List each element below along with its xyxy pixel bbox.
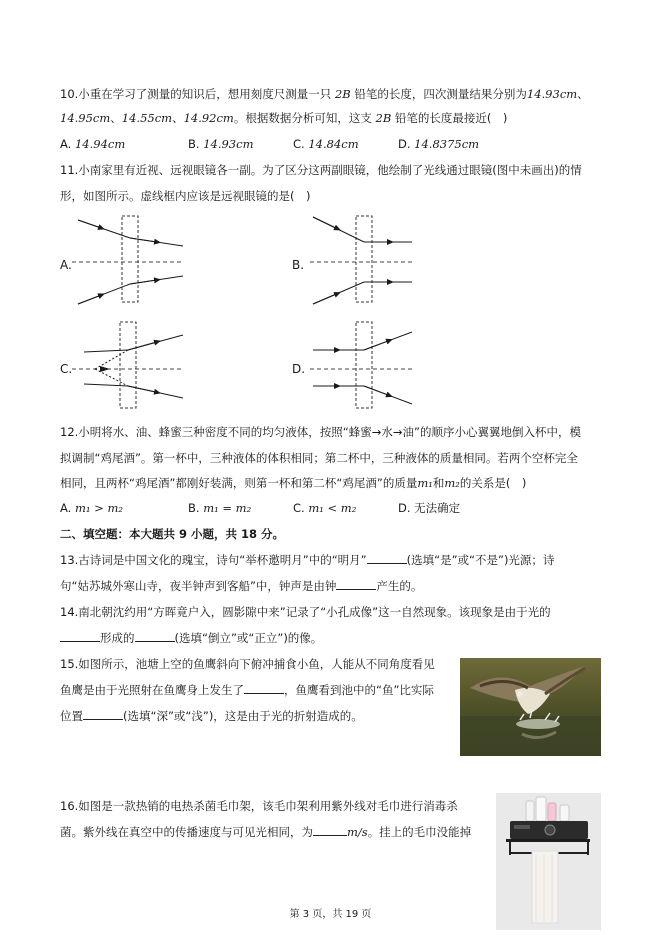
q12-text: 相同，且两杯“鸡尾酒”都刚好装满，则第一杯和第二杯“鸡尾酒”的质量 xyxy=(60,476,418,490)
q10-measure-3: 14.55cm xyxy=(121,111,173,125)
option-letter: D. 无法确定 xyxy=(398,501,461,515)
q10-measure-4: 14.92cm xyxy=(183,111,234,125)
q15-line2 xyxy=(60,682,434,698)
lens-box-c xyxy=(120,322,136,408)
q13-text: (选填“是”或“不是”)光源；诗 xyxy=(406,553,555,567)
option-value: m₁ > m₂ xyxy=(74,501,123,515)
q16-unit: m/s xyxy=(347,825,368,839)
q10-sep: 、 xyxy=(172,111,184,125)
q15-text: 位置 xyxy=(60,709,83,723)
q10-text: 铅笔的长度，四次测量结果分别为 xyxy=(350,87,527,101)
ray-a1-arrow xyxy=(78,220,104,229)
q10-text: 铅笔的长度最接近( ) xyxy=(391,111,508,125)
option-value: m₁ = m₂ xyxy=(203,501,252,515)
q14-text: (选填“倒立”或“正立”)的像。 xyxy=(174,631,323,645)
q16-line1: 16.如图是一款热销的电热杀菌毛巾架，该毛巾架利用紫外线对毛巾进行消毒杀 xyxy=(60,799,458,813)
option-value: 14.94cm xyxy=(74,137,126,151)
q13-text: 句“姑苏城外寒山寺，夜半钟声到客船”中，钟声是由钟 xyxy=(60,579,337,593)
q16-text: 。挂上的毛巾没能掉 xyxy=(367,825,472,839)
q10-text: 。根据数据分析可知，这支 xyxy=(233,111,376,125)
lens-box-d xyxy=(356,322,372,408)
q13-line2 xyxy=(60,578,422,594)
q12-line2: 拟调制“鸡尾酒”。第一杯中，三种液体的体积相同；第二杯中，三种液体的质量相同。若两个空杯完全 xyxy=(60,451,578,465)
q13-text: 产生的。 xyxy=(376,579,423,593)
q12-option-d[interactable] xyxy=(398,500,460,516)
option-letter: A. xyxy=(60,501,75,515)
q12-text: 的关系是( ) xyxy=(459,476,527,490)
option-letter: C. xyxy=(293,137,309,151)
option-value: 14.93cm xyxy=(203,137,254,151)
osprey-photo xyxy=(460,658,601,756)
lens-box-a xyxy=(122,216,138,302)
diagram-a xyxy=(72,216,183,304)
q11-option-a-label[interactable]: A. xyxy=(60,258,72,272)
section-2-heading: 二、填空题：本大题共 9 小题，共 18 分。 xyxy=(60,527,285,541)
q15-line1: 15.如图所示，池塘上空的鱼鹰斜向下俯冲捕食小鱼，人能从不同角度看见 xyxy=(60,657,435,671)
option-value: m₁ < m₂ xyxy=(308,501,357,515)
q15-text: (选填“深”或“浅”)，这是由于光的折射造成的。 xyxy=(123,709,363,723)
q11-option-b-label[interactable]: B. xyxy=(292,258,305,272)
q15-text: 鱼鹰是由于光照射在鱼鹰身上发生了 xyxy=(60,683,244,697)
q13-line1 xyxy=(60,552,554,568)
option-value: 14.8375cm xyxy=(414,137,480,151)
q11-option-d-label[interactable]: D. xyxy=(292,362,306,376)
q12-option-a[interactable] xyxy=(60,500,123,516)
option-value: 14.84cm xyxy=(308,137,359,151)
q10-sep: 、 xyxy=(577,87,589,101)
q11-option-c-label[interactable]: C. xyxy=(60,362,73,376)
q12-m2: m₂ xyxy=(444,476,460,490)
q10-measure-1: 14.93cm xyxy=(526,87,578,101)
q13-text: 13.古诗词是中国文化的瑰宝，诗句“举杯邀明月”中的“明月” xyxy=(60,553,367,567)
q16-text: 菌。紫外线在真空中的传播速度与可见光相同，为 xyxy=(60,825,313,839)
option-letter: B. xyxy=(188,501,204,515)
diagram-b xyxy=(310,216,415,304)
q15-blank-1[interactable] xyxy=(244,682,284,694)
diagram-d xyxy=(310,322,415,408)
q12-line3 xyxy=(60,475,526,491)
option-letter: D. xyxy=(398,137,415,151)
q12-option-c[interactable] xyxy=(293,500,356,516)
q15-text: ，鱼鹰看到池中的“鱼”比实际 xyxy=(284,683,434,697)
q15-line3 xyxy=(60,708,363,724)
q14-text: 形成的 xyxy=(100,631,135,645)
q14-blank-1[interactable] xyxy=(60,630,100,642)
q10-text: 10.小重在学习了测量的知识后，想用刻度尺测量一只 xyxy=(60,87,335,101)
option-letter: C. xyxy=(293,501,309,515)
option-letter: B. xyxy=(188,137,204,151)
page-footer: 第 3 页，共 19 页 xyxy=(289,909,372,920)
lens-box-b xyxy=(356,216,372,302)
q14-line2 xyxy=(60,630,322,646)
q14-line1: 14.南北朝沈约用“方晖竟户入，圆影隙中来”记录了“小孔成像”这一自然现象。该现象是由于光的 xyxy=(60,605,551,619)
q13-blank-1[interactable] xyxy=(367,552,407,564)
q11-line2: 形，如图所示。虚线框内应该是远视眼镜的是( ) xyxy=(60,189,311,203)
q15-blank-2[interactable] xyxy=(83,708,123,720)
q12-option-b[interactable] xyxy=(188,500,251,516)
diagram-c xyxy=(72,322,183,408)
q12-line1: 12.小明将水、油、蜂蜜三种密度不同的均匀液体，按照“蜂蜜→水→油”的顺序小心翼翼地倒入杯中，模 xyxy=(60,425,581,439)
q10-sep: 、 xyxy=(110,111,122,125)
q11-line1: 11.小南家里有近视、远视眼镜各一副。为了区分这两副眼镜，他绘制了光线通过眼镜(图中未画出)的情 xyxy=(60,163,582,177)
q10-2b: 2B xyxy=(334,87,351,101)
option-letter: A. xyxy=(60,137,75,151)
q13-blank-2[interactable] xyxy=(336,578,376,590)
q16-blank-1[interactable] xyxy=(313,824,347,836)
q16-line2 xyxy=(60,824,471,840)
q12-text: 和 xyxy=(432,476,445,490)
q10-2b: 2B xyxy=(375,111,392,125)
q14-blank-2[interactable] xyxy=(135,630,175,642)
q12-m1: m₁ xyxy=(417,476,433,490)
q10-measure-2: 14.95cm xyxy=(60,111,111,125)
